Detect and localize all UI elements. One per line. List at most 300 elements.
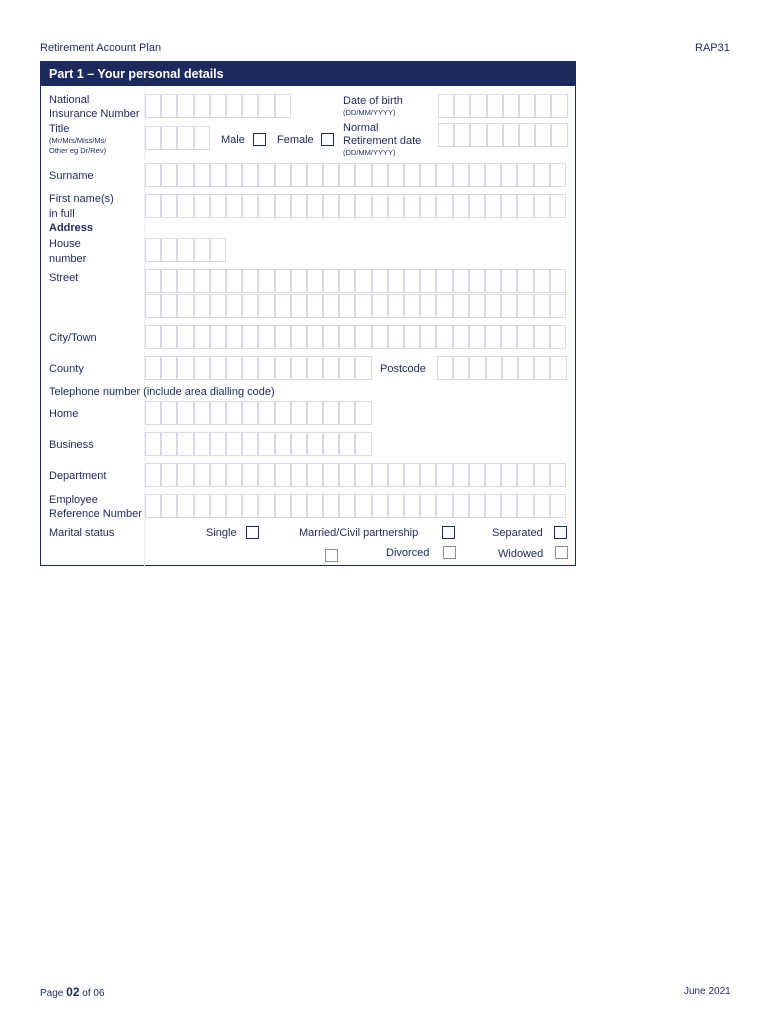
- character-cell[interactable]: [275, 325, 291, 349]
- character-cell[interactable]: [161, 294, 177, 318]
- unlabeled-checkbox[interactable]: [325, 549, 338, 562]
- character-cell[interactable]: [210, 463, 226, 487]
- character-cell[interactable]: [210, 238, 226, 262]
- character-cell[interactable]: [355, 194, 371, 218]
- character-cell[interactable]: [454, 94, 470, 118]
- character-cell[interactable]: [339, 269, 355, 293]
- character-cell[interactable]: [420, 194, 436, 218]
- house-label-2: number: [49, 253, 87, 265]
- character-cell[interactable]: [194, 325, 210, 349]
- character-cell[interactable]: [534, 463, 550, 487]
- separated-checkbox[interactable]: [554, 526, 567, 539]
- character-cell[interactable]: [388, 325, 404, 349]
- character-cell[interactable]: [275, 294, 291, 318]
- character-cell[interactable]: [355, 294, 371, 318]
- character-cell[interactable]: [372, 325, 388, 349]
- character-cell[interactable]: [453, 325, 469, 349]
- character-cell[interactable]: [275, 269, 291, 293]
- character-cell[interactable]: [420, 294, 436, 318]
- character-cell[interactable]: [550, 269, 566, 293]
- character-cell[interactable]: [469, 325, 485, 349]
- character-cell[interactable]: [453, 356, 469, 380]
- character-cell[interactable]: [194, 401, 210, 425]
- character-cell[interactable]: [453, 294, 469, 318]
- character-cell[interactable]: [145, 163, 161, 187]
- character-cell[interactable]: [258, 194, 274, 218]
- character-cell[interactable]: [258, 269, 274, 293]
- character-cell[interactable]: [242, 194, 258, 218]
- character-cell[interactable]: [177, 269, 193, 293]
- character-cell[interactable]: [339, 163, 355, 187]
- character-cell[interactable]: [258, 94, 274, 118]
- character-cell[interactable]: [226, 494, 242, 518]
- character-cell[interactable]: [145, 294, 161, 318]
- surname-input[interactable]: [145, 163, 566, 187]
- character-cell[interactable]: [339, 194, 355, 218]
- character-cell[interactable]: [226, 269, 242, 293]
- character-cell[interactable]: [534, 194, 550, 218]
- character-cell[interactable]: [145, 238, 161, 262]
- character-cell[interactable]: [177, 325, 193, 349]
- character-cell[interactable]: [453, 194, 469, 218]
- character-cell[interactable]: [226, 432, 242, 456]
- character-cell[interactable]: [485, 463, 501, 487]
- character-cell[interactable]: [517, 463, 533, 487]
- character-cell[interactable]: [517, 494, 533, 518]
- nrd-input[interactable]: [438, 123, 568, 147]
- character-cell[interactable]: [194, 94, 210, 118]
- character-cell[interactable]: [485, 294, 501, 318]
- character-cell[interactable]: [404, 294, 420, 318]
- character-cell[interactable]: [339, 463, 355, 487]
- character-cell[interactable]: [291, 294, 307, 318]
- character-cell[interactable]: [145, 494, 161, 518]
- character-cell[interactable]: [226, 401, 242, 425]
- character-cell[interactable]: [275, 494, 291, 518]
- character-cell[interactable]: [388, 294, 404, 318]
- character-cell[interactable]: [194, 163, 210, 187]
- character-cell[interactable]: [194, 194, 210, 218]
- character-cell[interactable]: [519, 94, 535, 118]
- employee-ref-input[interactable]: [145, 494, 566, 518]
- character-cell[interactable]: [404, 494, 420, 518]
- widowed-checkbox[interactable]: [555, 546, 568, 559]
- character-cell[interactable]: [145, 269, 161, 293]
- character-cell[interactable]: [275, 94, 291, 118]
- character-cell[interactable]: [242, 94, 258, 118]
- street-input-line-2[interactable]: [145, 294, 566, 318]
- character-cell[interactable]: [453, 163, 469, 187]
- character-cell[interactable]: [145, 356, 161, 380]
- character-cell[interactable]: [210, 194, 226, 218]
- character-cell[interactable]: [355, 356, 371, 380]
- character-cell[interactable]: [436, 194, 452, 218]
- character-cell[interactable]: [307, 269, 323, 293]
- character-cell[interactable]: [323, 194, 339, 218]
- character-cell[interactable]: [355, 432, 371, 456]
- ni-number-input[interactable]: [145, 94, 291, 118]
- character-cell[interactable]: [161, 126, 177, 150]
- character-cell[interactable]: [404, 325, 420, 349]
- character-cell[interactable]: [242, 356, 258, 380]
- section-title: Part 1 – Your personal details: [40, 61, 576, 86]
- character-cell[interactable]: [161, 356, 177, 380]
- character-cell[interactable]: [194, 463, 210, 487]
- first-name-input[interactable]: [145, 194, 566, 218]
- character-cell[interactable]: [453, 494, 469, 518]
- character-cell[interactable]: [551, 94, 567, 118]
- character-cell[interactable]: [550, 463, 566, 487]
- character-cell[interactable]: [291, 432, 307, 456]
- character-cell[interactable]: [517, 269, 533, 293]
- character-cell[interactable]: [258, 463, 274, 487]
- character-cell[interactable]: [194, 356, 210, 380]
- character-cell[interactable]: [518, 356, 534, 380]
- character-cell[interactable]: [487, 94, 503, 118]
- character-cell[interactable]: [307, 463, 323, 487]
- character-cell[interactable]: [242, 494, 258, 518]
- character-cell[interactable]: [517, 163, 533, 187]
- character-cell[interactable]: [372, 294, 388, 318]
- character-cell[interactable]: [438, 123, 454, 147]
- character-cell[interactable]: [177, 494, 193, 518]
- character-cell[interactable]: [210, 325, 226, 349]
- character-cell[interactable]: [177, 356, 193, 380]
- character-cell[interactable]: [485, 325, 501, 349]
- business-phone-input[interactable]: [145, 432, 372, 456]
- character-cell[interactable]: [242, 163, 258, 187]
- character-cell[interactable]: [469, 494, 485, 518]
- character-cell[interactable]: [470, 94, 486, 118]
- character-cell[interactable]: [307, 325, 323, 349]
- character-cell[interactable]: [291, 463, 307, 487]
- character-cell[interactable]: [372, 494, 388, 518]
- character-cell[interactable]: [291, 194, 307, 218]
- character-cell[interactable]: [242, 269, 258, 293]
- character-cell[interactable]: [323, 294, 339, 318]
- character-cell[interactable]: [501, 494, 517, 518]
- character-cell[interactable]: [177, 401, 193, 425]
- character-cell[interactable]: [551, 123, 567, 147]
- character-cell[interactable]: [404, 163, 420, 187]
- character-cell[interactable]: [194, 432, 210, 456]
- character-cell[interactable]: [501, 325, 517, 349]
- character-cell[interactable]: [323, 269, 339, 293]
- character-cell[interactable]: [258, 325, 274, 349]
- character-cell[interactable]: [436, 163, 452, 187]
- character-cell[interactable]: [534, 356, 550, 380]
- character-cell[interactable]: [323, 463, 339, 487]
- city-input[interactable]: [145, 325, 566, 349]
- character-cell[interactable]: [226, 325, 242, 349]
- character-cell[interactable]: [161, 94, 177, 118]
- character-cell[interactable]: [372, 194, 388, 218]
- character-cell[interactable]: [226, 163, 242, 187]
- character-cell[interactable]: [161, 325, 177, 349]
- character-cell[interactable]: [485, 269, 501, 293]
- character-cell[interactable]: [258, 356, 274, 380]
- character-cell[interactable]: [226, 194, 242, 218]
- character-cell[interactable]: [502, 356, 518, 380]
- character-cell[interactable]: [534, 163, 550, 187]
- character-cell[interactable]: [355, 401, 371, 425]
- character-cell[interactable]: [242, 401, 258, 425]
- character-cell[interactable]: [517, 294, 533, 318]
- character-cell[interactable]: [372, 269, 388, 293]
- character-cell[interactable]: [436, 494, 452, 518]
- character-cell[interactable]: [210, 356, 226, 380]
- character-cell[interactable]: [485, 494, 501, 518]
- character-cell[interactable]: [177, 238, 193, 262]
- character-cell[interactable]: [436, 325, 452, 349]
- character-cell[interactable]: [355, 325, 371, 349]
- character-cell[interactable]: [291, 494, 307, 518]
- single-checkbox[interactable]: [246, 526, 259, 539]
- character-cell[interactable]: [469, 463, 485, 487]
- character-cell[interactable]: [194, 294, 210, 318]
- character-cell[interactable]: [177, 294, 193, 318]
- character-cell[interactable]: [226, 294, 242, 318]
- character-cell[interactable]: [145, 194, 161, 218]
- character-cell[interactable]: [420, 463, 436, 487]
- character-cell[interactable]: [485, 163, 501, 187]
- character-cell[interactable]: [161, 463, 177, 487]
- character-cell[interactable]: [485, 194, 501, 218]
- character-cell[interactable]: [161, 494, 177, 518]
- character-cell[interactable]: [501, 163, 517, 187]
- ni-label-1: National: [49, 94, 90, 106]
- single-label: Single: [206, 527, 237, 539]
- character-cell[interactable]: [307, 432, 323, 456]
- character-cell[interactable]: [258, 401, 274, 425]
- character-cell[interactable]: [339, 356, 355, 380]
- character-cell[interactable]: [161, 432, 177, 456]
- character-cell[interactable]: [145, 126, 161, 150]
- character-cell[interactable]: [388, 463, 404, 487]
- character-cell[interactable]: [501, 194, 517, 218]
- character-cell[interactable]: [486, 356, 502, 380]
- character-cell[interactable]: [437, 356, 453, 380]
- character-cell[interactable]: [145, 401, 161, 425]
- character-cell[interactable]: [420, 494, 436, 518]
- surname-label: Surname: [49, 170, 94, 182]
- character-cell[interactable]: [258, 163, 274, 187]
- house-number-input[interactable]: [145, 238, 226, 262]
- character-cell[interactable]: [210, 294, 226, 318]
- character-cell[interactable]: [210, 401, 226, 425]
- character-cell[interactable]: [420, 163, 436, 187]
- character-cell[interactable]: [161, 401, 177, 425]
- title-hint-2: Other eg Dr/Rev): [49, 146, 107, 155]
- character-cell[interactable]: [291, 325, 307, 349]
- character-cell[interactable]: [258, 294, 274, 318]
- character-cell[interactable]: [275, 463, 291, 487]
- character-cell[interactable]: [550, 325, 566, 349]
- character-cell[interactable]: [454, 123, 470, 147]
- character-cell[interactable]: [550, 294, 566, 318]
- home-phone-input[interactable]: [145, 401, 372, 425]
- character-cell[interactable]: [275, 163, 291, 187]
- character-cell[interactable]: [177, 432, 193, 456]
- character-cell[interactable]: [194, 269, 210, 293]
- department-input[interactable]: [145, 463, 566, 487]
- character-cell[interactable]: [291, 163, 307, 187]
- character-cell[interactable]: [487, 123, 503, 147]
- character-cell[interactable]: [404, 463, 420, 487]
- character-cell[interactable]: [210, 494, 226, 518]
- character-cell[interactable]: [210, 432, 226, 456]
- character-cell[interactable]: [323, 356, 339, 380]
- character-cell[interactable]: [420, 269, 436, 293]
- character-cell[interactable]: [436, 269, 452, 293]
- nrd-label-1: Normal: [343, 122, 379, 134]
- character-cell[interactable]: [275, 356, 291, 380]
- character-cell[interactable]: [404, 269, 420, 293]
- character-cell[interactable]: [388, 269, 404, 293]
- character-cell[interactable]: [501, 463, 517, 487]
- character-cell[interactable]: [291, 401, 307, 425]
- character-cell[interactable]: [438, 94, 454, 118]
- postcode-input[interactable]: [437, 356, 567, 380]
- character-cell[interactable]: [550, 194, 566, 218]
- character-cell[interactable]: [501, 294, 517, 318]
- dob-input[interactable]: [438, 94, 568, 118]
- character-cell[interactable]: [177, 94, 193, 118]
- character-cell[interactable]: [355, 494, 371, 518]
- character-cell[interactable]: [535, 123, 551, 147]
- character-cell[interactable]: [420, 325, 436, 349]
- character-cell[interactable]: [339, 401, 355, 425]
- character-cell[interactable]: [194, 494, 210, 518]
- character-cell[interactable]: [194, 126, 210, 150]
- character-cell[interactable]: [503, 123, 519, 147]
- character-cell[interactable]: [339, 494, 355, 518]
- character-cell[interactable]: [177, 194, 193, 218]
- character-cell[interactable]: [436, 463, 452, 487]
- character-cell[interactable]: [534, 494, 550, 518]
- character-cell[interactable]: [388, 163, 404, 187]
- character-cell[interactable]: [242, 325, 258, 349]
- character-cell[interactable]: [145, 325, 161, 349]
- female-checkbox[interactable]: [321, 133, 334, 146]
- character-cell[interactable]: [388, 194, 404, 218]
- street-input-line-1[interactable]: [145, 269, 566, 293]
- character-cell[interactable]: [275, 401, 291, 425]
- character-cell[interactable]: [226, 356, 242, 380]
- character-cell[interactable]: [161, 163, 177, 187]
- character-cell[interactable]: [372, 163, 388, 187]
- character-cell[interactable]: [453, 463, 469, 487]
- character-cell[interactable]: [275, 432, 291, 456]
- character-cell[interactable]: [339, 432, 355, 456]
- character-cell[interactable]: [210, 269, 226, 293]
- character-cell[interactable]: [534, 269, 550, 293]
- character-cell[interactable]: [550, 494, 566, 518]
- character-cell[interactable]: [436, 294, 452, 318]
- character-cell[interactable]: [323, 494, 339, 518]
- character-cell[interactable]: [323, 325, 339, 349]
- character-cell[interactable]: [307, 401, 323, 425]
- character-cell[interactable]: [534, 325, 550, 349]
- character-cell[interactable]: [534, 294, 550, 318]
- character-cell[interactable]: [469, 294, 485, 318]
- character-cell[interactable]: [210, 163, 226, 187]
- married-checkbox[interactable]: [442, 526, 455, 539]
- character-cell[interactable]: [161, 194, 177, 218]
- character-cell[interactable]: [307, 163, 323, 187]
- character-cell[interactable]: [145, 432, 161, 456]
- character-cell[interactable]: [469, 269, 485, 293]
- nrd-label-2: Retirement date: [343, 135, 422, 147]
- character-cell[interactable]: [517, 325, 533, 349]
- character-cell[interactable]: [469, 194, 485, 218]
- character-cell[interactable]: [307, 356, 323, 380]
- page-current: 02: [66, 985, 80, 999]
- character-cell[interactable]: [291, 356, 307, 380]
- character-cell[interactable]: [307, 194, 323, 218]
- character-cell[interactable]: [210, 94, 226, 118]
- character-cell[interactable]: [372, 463, 388, 487]
- character-cell[interactable]: [323, 163, 339, 187]
- character-cell[interactable]: [355, 163, 371, 187]
- character-cell[interactable]: [161, 238, 177, 262]
- character-cell[interactable]: [258, 432, 274, 456]
- character-cell[interactable]: [177, 463, 193, 487]
- character-cell[interactable]: [355, 269, 371, 293]
- character-cell[interactable]: [307, 294, 323, 318]
- character-cell[interactable]: [242, 432, 258, 456]
- divorced-checkbox[interactable]: [443, 546, 456, 559]
- character-cell[interactable]: [355, 463, 371, 487]
- character-cell[interactable]: [258, 494, 274, 518]
- character-cell[interactable]: [291, 269, 307, 293]
- male-checkbox[interactable]: [253, 133, 266, 146]
- character-cell[interactable]: [145, 463, 161, 487]
- character-cell[interactable]: [177, 126, 193, 150]
- character-cell[interactable]: [145, 94, 161, 118]
- character-cell[interactable]: [323, 432, 339, 456]
- character-cell[interactable]: [550, 356, 566, 380]
- character-cell[interactable]: [519, 123, 535, 147]
- character-cell[interactable]: [503, 94, 519, 118]
- character-cell[interactable]: [470, 123, 486, 147]
- character-cell[interactable]: [550, 163, 566, 187]
- character-cell[interactable]: [275, 194, 291, 218]
- character-cell[interactable]: [535, 94, 551, 118]
- character-cell[interactable]: [226, 463, 242, 487]
- character-cell[interactable]: [404, 194, 420, 218]
- character-cell[interactable]: [339, 325, 355, 349]
- title-input[interactable]: [145, 126, 210, 150]
- character-cell[interactable]: [339, 294, 355, 318]
- character-cell[interactable]: [388, 494, 404, 518]
- character-cell[interactable]: [194, 238, 210, 262]
- character-cell[interactable]: [323, 401, 339, 425]
- character-cell[interactable]: [501, 269, 517, 293]
- county-input[interactable]: [145, 356, 372, 380]
- character-cell[interactable]: [517, 194, 533, 218]
- character-cell[interactable]: [226, 94, 242, 118]
- character-cell[interactable]: [242, 463, 258, 487]
- character-cell[interactable]: [307, 494, 323, 518]
- character-cell[interactable]: [177, 163, 193, 187]
- character-cell[interactable]: [453, 269, 469, 293]
- character-cell[interactable]: [161, 269, 177, 293]
- character-cell[interactable]: [242, 294, 258, 318]
- character-cell[interactable]: [469, 356, 485, 380]
- business-phone-label: Business: [49, 439, 94, 451]
- character-cell[interactable]: [469, 163, 485, 187]
